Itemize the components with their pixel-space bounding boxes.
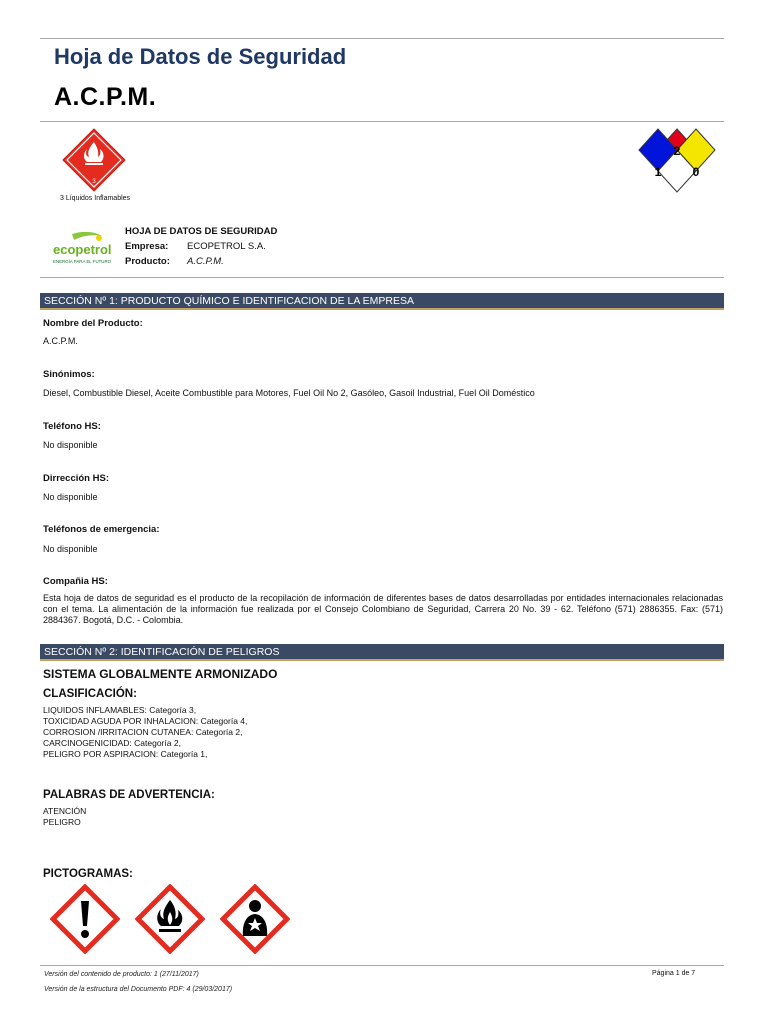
- field-value-sinonimos: Diesel, Combustible Diesel, Aceite Combustible para Motores, Fuel Oil No 2, Gasóleo, Gasoil Industrial, Fuel Oil Doméstico: [43, 388, 535, 398]
- nfpa-health: 1: [654, 165, 662, 179]
- nfpa-diamond-icon: [636, 128, 718, 219]
- empresa-value: ECOPETROL S.A.: [187, 241, 266, 252]
- ghs-flammable-label-icon: [62, 128, 126, 197]
- field-value-emergencia: No disponible: [43, 544, 98, 554]
- svg-text:ENERGÍA PARA EL FUTURO: ENERGÍA PARA EL FUTURO: [53, 259, 112, 264]
- palabras-heading: PALABRAS DE ADVERTENCIA:: [43, 789, 215, 801]
- pictogramas-heading: PICTOGRAMAS:: [43, 868, 133, 880]
- ghs-flame-label: 3 Líquidos Inflamables: [60, 195, 131, 202]
- field-value-telefono: No disponible: [43, 440, 98, 450]
- company-rule: [40, 277, 724, 278]
- field-label-sinonimos: Sinónimos:: [43, 369, 95, 380]
- field-label-nombre: Nombre del Producto:: [43, 318, 143, 329]
- footer-version-estructura: Versión de la estructura del Documento PDF: 4 (29/03/2017): [44, 986, 233, 993]
- footer-version-contenido: Versión del contenido de producto: 1 (27/11/2017): [44, 971, 199, 978]
- field-label-telefono: Teléfono HS:: [43, 421, 101, 432]
- field-label-direccion: Dirrección HS:: [43, 473, 109, 484]
- list-item: PELIGRO POR ASPIRACION: Categoría 1,: [43, 749, 208, 759]
- field-value-nombre: A.C.P.M.: [43, 336, 78, 346]
- product-title: A.C.P.M.: [54, 83, 157, 111]
- doc-title: Hoja de Datos de Seguridad: [54, 44, 347, 69]
- field-value-direccion: No disponible: [43, 492, 98, 502]
- svg-text:ecopetrol: ecopetrol: [53, 242, 112, 257]
- list-item: CARCINOGENICIDAD: Categoría 2,: [43, 738, 181, 748]
- list-item: LIQUIDOS INFLAMABLES: Categoría 3,: [43, 705, 197, 715]
- field-label-compania: Compañia HS:: [43, 576, 108, 587]
- ecopetrol-logo: [52, 230, 122, 266]
- list-item: PELIGRO: [43, 817, 81, 827]
- producto-value: A.C.P.M.: [187, 256, 224, 267]
- section1-header: SECCIÓN Nº 1: PRODUCTO QUÍMICO E IDENTIFICACION DE LA EMPRESA: [40, 293, 724, 310]
- clasificacion-list: [43, 705, 247, 760]
- header-rule: [40, 121, 724, 122]
- system-heading: SISTEMA GLOBALMENTE ARMONIZADO: [43, 667, 278, 681]
- footer-rule: [40, 965, 724, 966]
- palabras-list: [43, 806, 86, 828]
- empresa-label: Empresa:: [125, 241, 169, 252]
- top-rule: [40, 38, 724, 39]
- health-hazard-icon: [220, 884, 290, 959]
- svg-text:3: 3: [92, 179, 96, 185]
- exclamation-icon: [50, 884, 120, 959]
- list-item: TOXICIDAD AGUDA POR INHALACION: Categoría 4,: [43, 716, 248, 726]
- page-number: Página 1 de 7: [652, 970, 696, 977]
- company-heading: HOJA DE DATOS DE SEGURIDAD: [125, 226, 278, 237]
- field-label-emergencia: Teléfonos de emergencia:: [43, 524, 160, 535]
- list-item: CORROSION /IRRITACION CUTANEA: Categoría 2,: [43, 727, 243, 737]
- producto-label: Producto:: [125, 256, 170, 267]
- section2-header: SECCIÓN Nº 2: IDENTIFICACIÓN DE PELIGROS: [40, 644, 724, 661]
- field-value-compania: Esta hoja de datos de seguridad es el producto de la recopilación de información de diferentes bases de datos desarrolladas por entidades internacionales relacionadas con el tema. La alimentación de la información fue realizada por el Consejo Colombiano de Seguridad, Carrera 20 No. 39 - 62. Teléfono (571) 2886355. Fax: (571) 2884367. Bogotá, D.C. - Colombia.: [43, 593, 723, 625]
- list-item: ATENCIÓN: [43, 806, 87, 816]
- flame-icon: [135, 884, 205, 959]
- nfpa-reactivity: 0: [692, 165, 700, 179]
- nfpa-flammability: 2: [673, 144, 681, 158]
- clasificacion-heading: CLASIFICACIÓN:: [43, 688, 137, 700]
